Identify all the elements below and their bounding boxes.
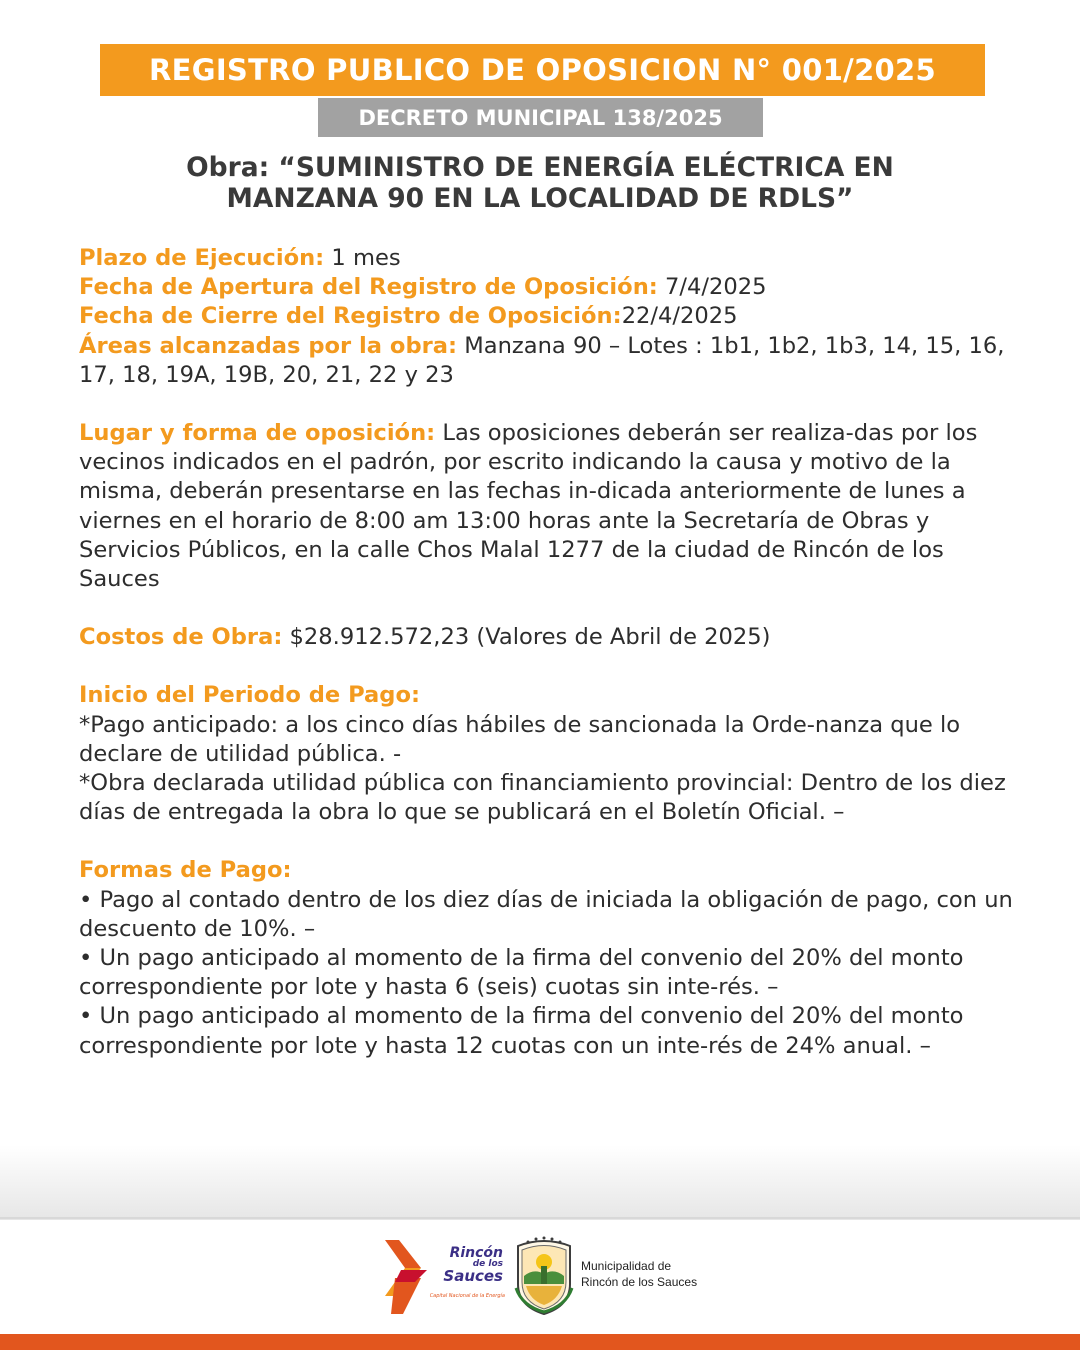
footer-shade: [0, 1145, 1080, 1220]
logo-tagline: Capital Nacional de la Energía: [429, 1293, 505, 1299]
areas-label: Áreas alcanzadas por la obra:: [79, 332, 458, 359]
lugar-label: Lugar y forma de oposición:: [79, 420, 436, 447]
work-title: [60, 152, 1020, 214]
decree-banner: [318, 98, 763, 137]
inicio-heading: Inicio del Periodo de Pago:: [79, 682, 421, 709]
inicio-item-2: *Obra declarada utilidad pública con financiamiento provincial: Dentro de los diez días de entregada la obra lo que se publicará en el Boletín Oficial. –: [79, 770, 1006, 826]
plazo-value: 1 mes: [324, 245, 401, 271]
formas-heading: Formas de Pago:: [79, 857, 292, 884]
plazo-row: [79, 244, 1014, 273]
cierre-row: [79, 302, 1014, 331]
spacer: [79, 594, 1014, 623]
formas-item-1: • Pago al contado dentro de los diez días de iniciada la obligación de pago, con un descuento de 10%. –: [79, 886, 1013, 942]
rincon-de-los-sauces-logo: [381, 1238, 506, 1316]
logo-word-1: Rincón: [449, 1245, 503, 1261]
spacer: [79, 652, 1014, 681]
apertura-row: [79, 273, 1014, 302]
cierre-value: 22/4/2025: [621, 303, 738, 330]
municipal-seal-icon: [512, 1236, 576, 1318]
formas-item-3: • Un pago anticipado al momento de la firma del convenio del 20% del monto correspondiente por lote y hasta 12 cuotas con un inte-rés de 24% anual. –: [79, 1003, 964, 1059]
municipality-name-line-2: Rincón de los Sauces: [581, 1275, 698, 1289]
logo-word-2: de los: [472, 1259, 503, 1269]
footer-divider: [0, 1217, 1080, 1219]
municipality-name-line-1: Municipalidad de: [581, 1259, 672, 1273]
spacer: [79, 390, 1014, 419]
registry-title: REGISTRO PUBLICO DE OPOSICION N° 001/2025: [148, 53, 936, 87]
formas-item-2: • Un pago anticipado al momento de la firma del convenio del 20% del monto correspondiente por lote y hasta 6 (seis) cuotas sin inte-rés. –: [79, 945, 964, 1001]
costos-row: [79, 623, 1014, 652]
costos-label: Costos de Obra:: [79, 624, 283, 651]
notice-body: [79, 244, 1014, 1061]
lugar-paragraph: [79, 419, 1014, 594]
registry-title-banner: [100, 44, 985, 96]
municipality-name: [581, 1258, 731, 1290]
apertura-label: Fecha de Apertura del Registro de Oposición:: [79, 274, 658, 301]
cierre-label: Fecha de Cierre del Registro de Oposición:: [79, 303, 622, 330]
spacer: [79, 827, 1014, 856]
costos-value: $28.912.572,23 (Valores de Abril de 2025): [282, 624, 771, 651]
areas-value: Manzana 90 – Lotes : 1b1, 1b2, 1b3, 14, 15, 16, 17, 18, 19A, 19B, 20, 21, 22 y 23: [79, 332, 1005, 388]
work-title-line-1: Obra: “SUMINISTRO DE ENERGÍA ELÉCTRICA EN: [186, 152, 894, 183]
lugar-text: Las oposiciones deberán ser realiza-das por los vecinos indicados en el padrón, por escrito indicando la causa y motivo de la misma, deberán presentarse en las fechas in-dicada anteriormente de lunes a viernes en el horario de 8:00 am 13:00 horas ante la Secretaría de Obras y Servicios Públicos, en la calle Chos Malal 1277 de la ciudad de Rincón de los Sauces: [79, 420, 978, 593]
apertura-value: 7/4/2025: [657, 274, 767, 301]
inicio-item-1: *Pago anticipado: a los cinco días hábiles de sancionada la Orde-nanza que lo declare de utilidad pública. -: [79, 711, 961, 767]
logo-wordmark: [411, 1246, 503, 1283]
bottom-accent-bar: [0, 1334, 1080, 1350]
areas-row: [79, 332, 1014, 390]
decree-number: DECRETO MUNICIPAL 138/2025: [358, 105, 723, 130]
logo-word-3: Sauces: [443, 1267, 503, 1285]
plazo-label: Plazo de Ejecución:: [79, 245, 325, 271]
work-title-line-2: MANZANA 90 EN LA LOCALIDAD DE RDLS”: [226, 183, 854, 214]
